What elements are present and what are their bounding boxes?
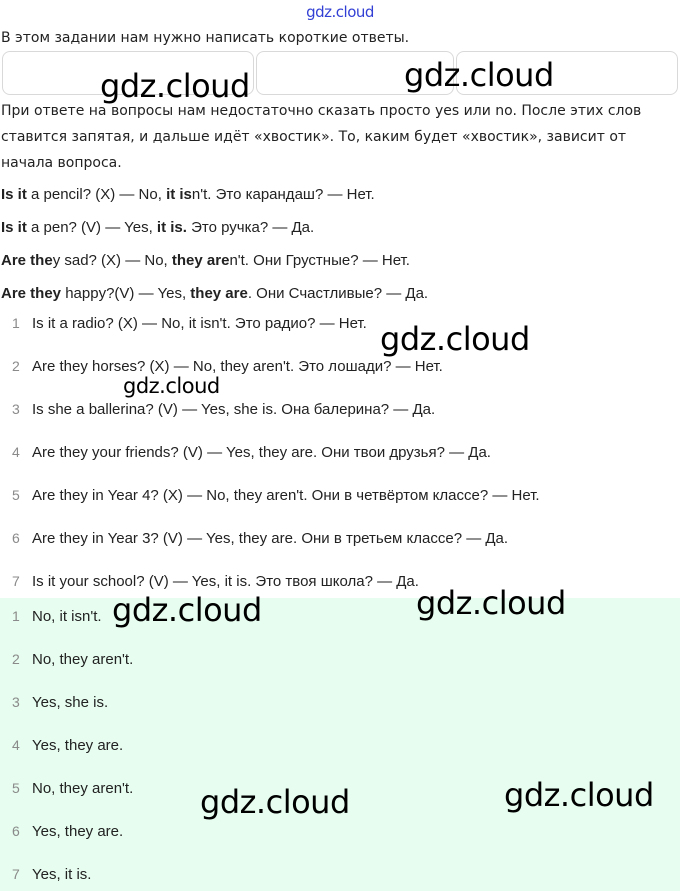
example-line: Are they happy?(V) — Yes, they are. Они Счастливые? — Да. (1, 285, 429, 302)
watermark: gdz.cloud (112, 591, 262, 629)
example-line: Are they sad? (X) — No, they aren't. Они Грустные? — Нет. (1, 252, 410, 269)
watermark: gdz.cloud (504, 776, 654, 814)
watermark: gdz.cloud (100, 67, 250, 105)
site-logo[interactable]: gdz.cloud (306, 3, 374, 21)
watermark: gdz.cloud (380, 320, 530, 358)
watermark: gdz.cloud (200, 783, 350, 821)
watermark: gdz.cloud (404, 56, 554, 94)
example-line: Is it a pencil? (X) — No, it isn't. Это карандаш? — Нет. (1, 186, 375, 203)
example-line: Is it a pen? (V) — Yes, it is. Это ручка? — Да. (1, 219, 315, 236)
intro-text: В этом задании нам нужно написать короткие ответы. (1, 30, 410, 46)
watermark: gdz.cloud (416, 584, 566, 622)
watermark: gdz.cloud (123, 374, 220, 398)
explanation-paragraph: При ответе на вопросы нам недостаточно сказать просто yes или no. После этих слов ставится запятая, и дальше идёт «хвостик». То, каким будет «хвостик», зависит от начала вопроса. (1, 103, 642, 171)
